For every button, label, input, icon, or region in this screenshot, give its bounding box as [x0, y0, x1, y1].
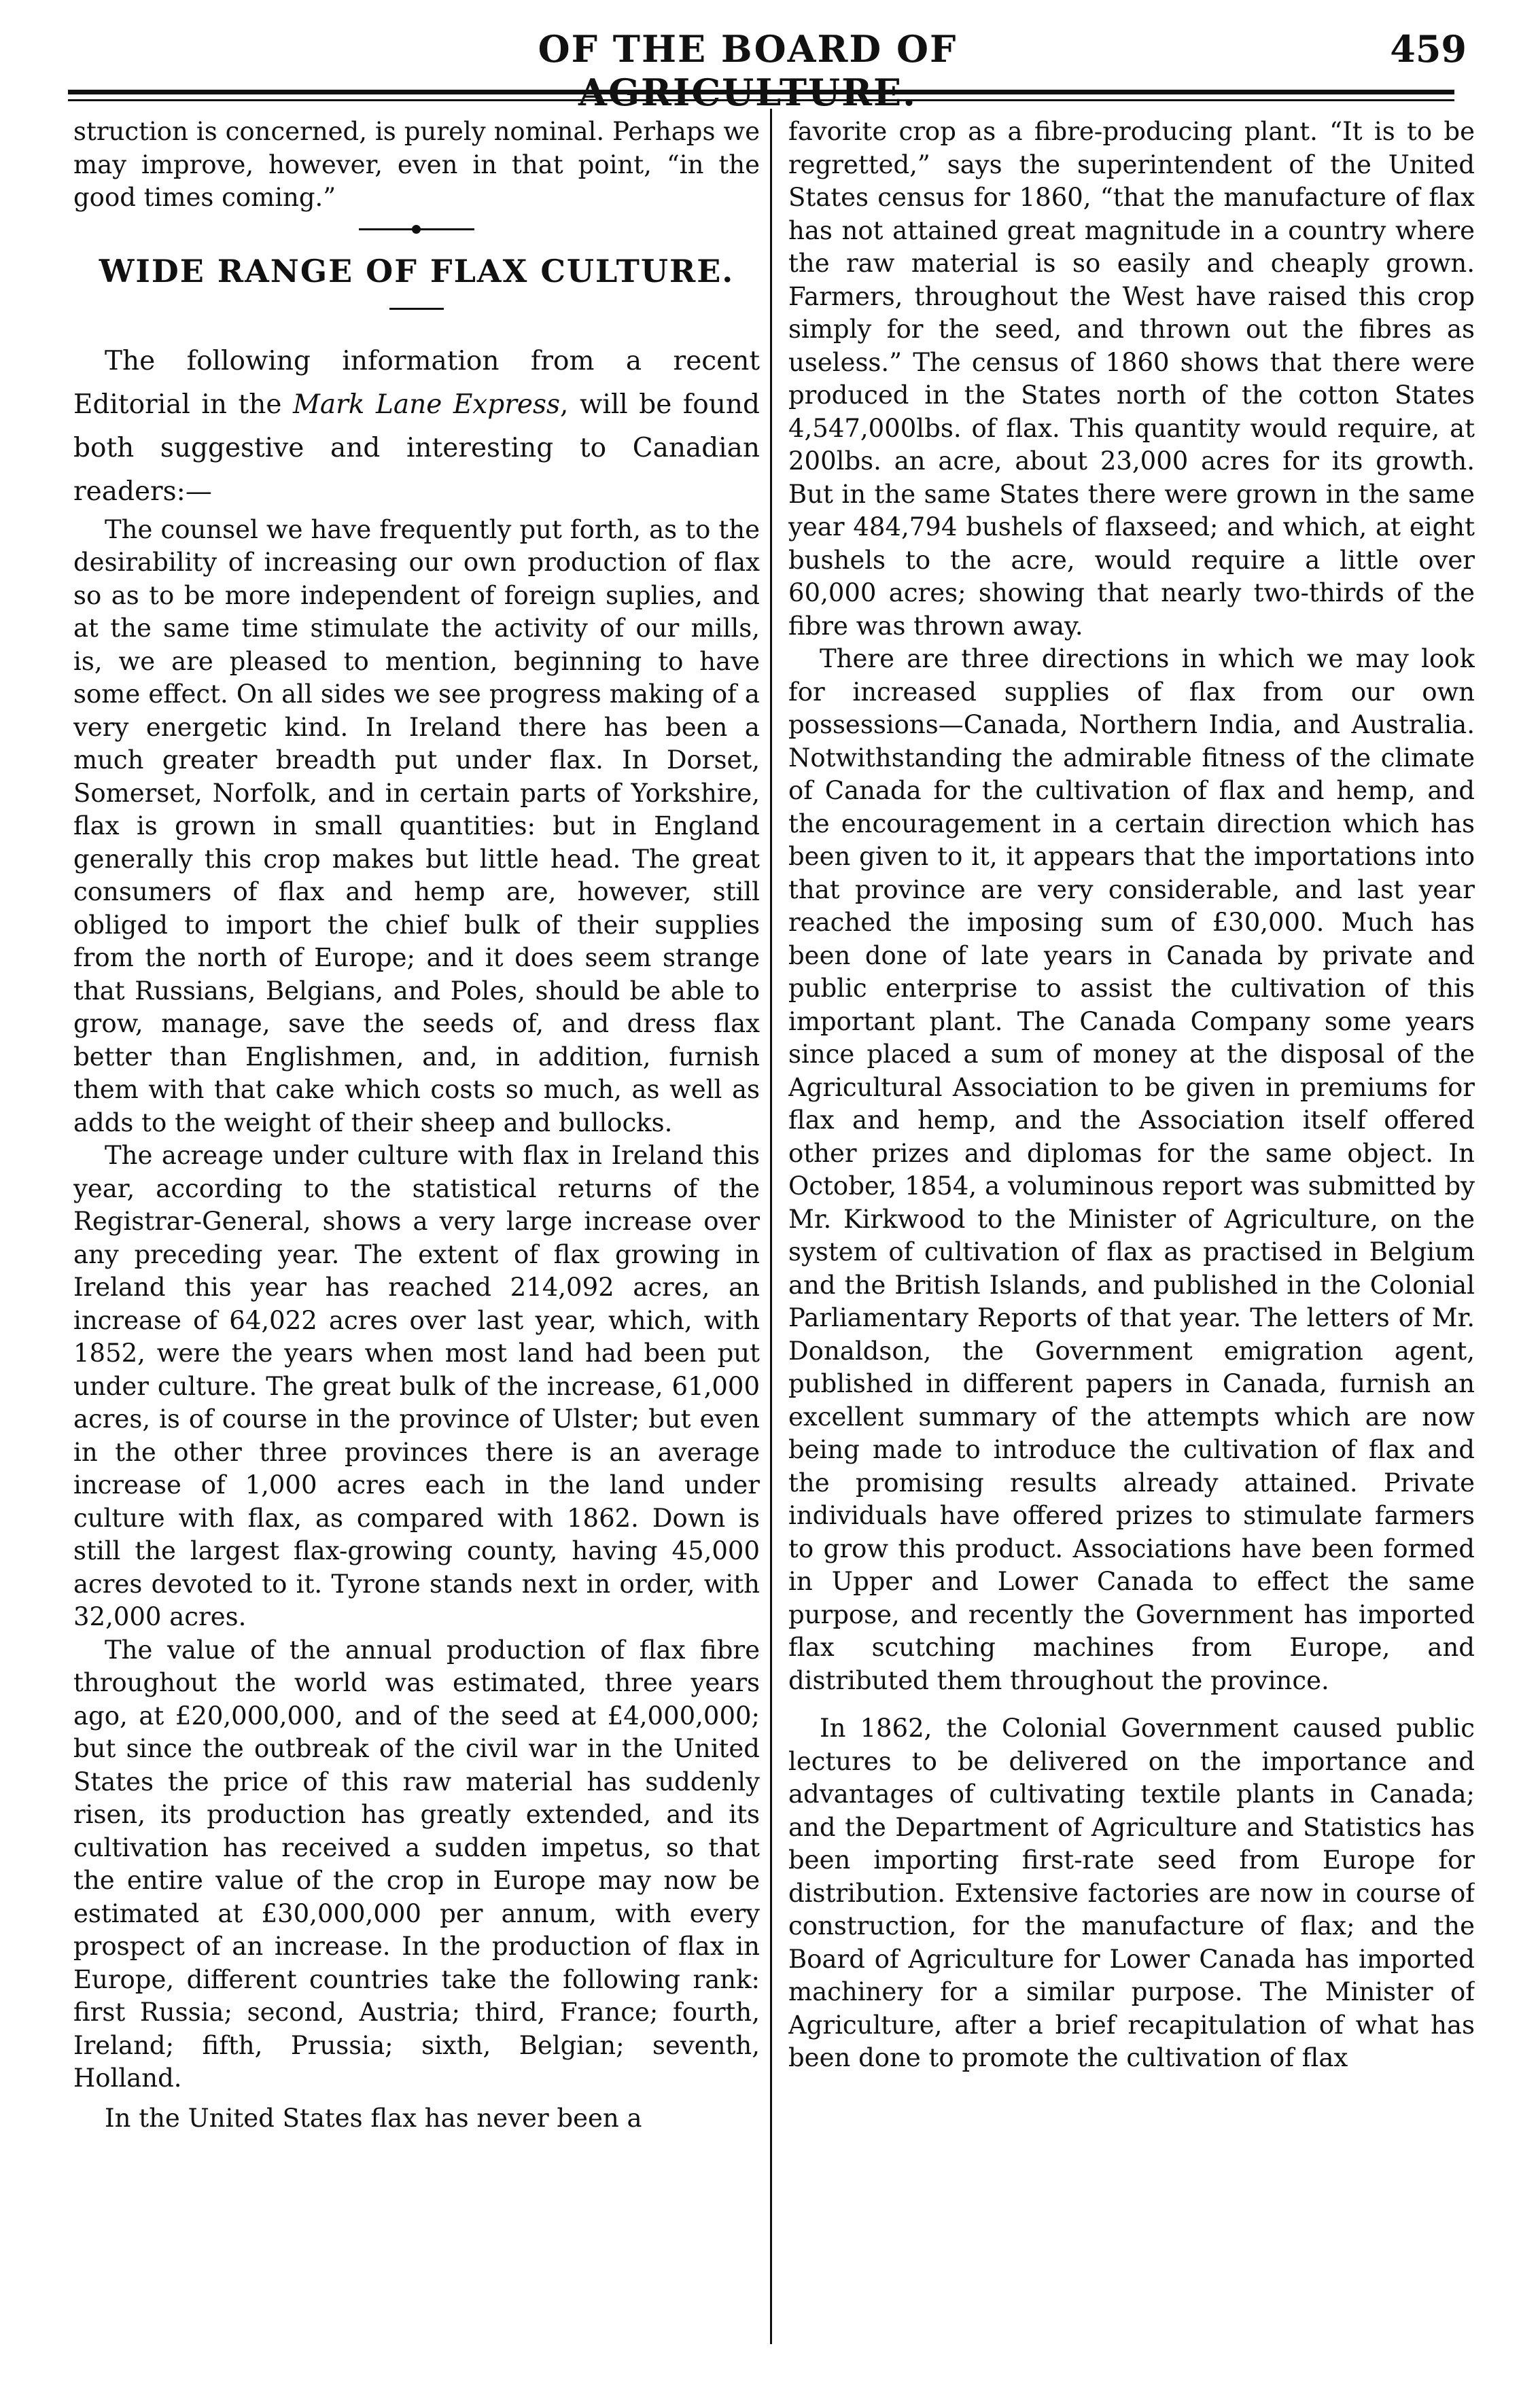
body-paragraph: The value of the annual production of flax fibre throughout the world was estimated, three years ago, at £20,000,000, and of the seed at £4,000,000; but since the outbreak of the civil war in the United States the price of this raw material has suddenly risen, its production has greatly extended, and its cultivation has received a sudden impetus, so that the entire value of the crop in Europe may now be estimated at £30,000,000 per annum, with every prospect of an increase. In the production of flax in Europe, different countries take the following rank: first Russia; second, Austria; third, France; fourth, Ireland; fifth, Prussia; sixth, Belgian; seventh, Holland. — [73, 1635, 760, 2093]
right-column — [788, 116, 1475, 2344]
continuation-paragraph: struction is concerned, is purely nominal. Perhaps we may improve, however, even in that point, “in the good times coming.” — [73, 117, 760, 212]
body-paragraph: In the United States flax has never been a — [105, 2103, 642, 2133]
title-underline — [389, 308, 444, 310]
left-column — [73, 116, 760, 2344]
section-title: WIDE RANGE OF FLAX CULTURE. — [99, 252, 735, 289]
running-head — [0, 27, 1521, 114]
header-rule-thick — [68, 90, 1454, 94]
running-title: OF THE BOARD OF AGRICULTURE. — [538, 27, 958, 114]
body-paragraph: In 1862, the Colonial Government caused public lectures to be delivered on the importance and advantages of cultivating textile plants in Canada; and the Department of Agriculture and Statistics has been importing first-rate seed from Europe for distribution. Extensive factories are now in course of construction, for the manufacture of flax; and the Board of Agriculture for Lower Canada has imported machinery for a similar purpose. The Minister of Agriculture, after a brief recapitulation of what has been done to promote the cultivation of flax — [788, 1714, 1475, 2072]
body-paragraph: The counsel we have frequently put forth, as to the desirability of increasing our own production of flax so as to be more independent of foreign suplies, and at the same time stimulate the activity of our mills, is, we are pleased to mention, beginning to have some effect. On all sides we see progress making of a very energetic kind. In Ireland there has been a much greater breadth put under flax. In Dorset, Somerset, Norfolk, and in certain parts of Yorkshire, flax is grown in small quantities: but in England generally this crop makes but little head. The great consumers of flax and hemp are, however, still obliged to import the chief bulk of their supplies from the north of Europe; and it does seem strange that Russians, Belgians, and Poles, should be able to grow, manage, save the seeds of, and dress flax better than Englishmen, and, in addition, furnish them with that cake which costs so much, as well as adds to the weight of their sheep and bullocks. — [73, 514, 760, 1137]
ornament-dot — [412, 225, 421, 234]
header-rule-thin — [68, 99, 1454, 101]
source-publication: Mark Lane Express — [292, 389, 561, 420]
intro-text-after: , will be found both suggestive and interesting to Canadian readers:— — [73, 389, 760, 507]
body-paragraph: The acreage under culture with flax in Ireland this year, according to the statistical returns of the Registrar-General, shows a very large increase over any preceding year. The extent of flax growing in Ireland this year has reached 214,092 acres, an increase of 64,022 acres over last year, which, with 1852, were the years when most land had been put under culture. The great bulk of the increase, 61,000 acres, is of course in the province of Ulster; but even in the other three provinces there is an average increase of 1,000 acres each in the land under culture with flax, as compared with 1862. Down is still the largest flax-growing county, having 45,000 acres devoted to it. Tyrone stands next in order, with 32,000 acres. — [73, 1141, 760, 1631]
page-number: 459 — [1390, 27, 1467, 71]
column-divider — [770, 109, 772, 2344]
section-ornament — [359, 228, 474, 230]
body-paragraph: favorite crop as a fibre-producing plant. “It is to be regretted,” says the superintendent of the United States census for 1860, “that the manufacture of flax has not attained great magnitude in a country where the raw material is so easily and cheaply grown. Farmers, throughout the West have raised this crop simply for the seed, and thrown out the fibres as useless.” The census of 1860 shows that there were produced in the States north of the cotton States 4,547,000lbs. of flax. This quantity would require, at 200lbs. an acre, about 23,000 acres for its growth. But in the same States there were grown in the same year 484,794 bushels of flaxseed; and which, at eight bushels to the acre, would require a little over 60,000 acres; showing that nearly two-thirds of the fibre was thrown away. — [788, 117, 1475, 641]
intro-text-before: The following information from a recent Editorial in the — [73, 345, 760, 420]
body-paragraph: There are three directions in which we may look for increased supplies of flax from our own possessions—Canada, Northern India, and Australia. Notwithstanding the admirable fitness of the climate of Canada for the cultivation of flax and hemp, and the encouragement in a certain direction which has been given to it, it appears that the importations into that province are very considerable, and last year reached the imposing sum of £30,000. Much has been done of late years in Canada by private and public enterprise to assist the cultivation of this important plant. The Canada Company some years since placed a sum of money at the disposal of the Agricultural Association to be given in premiums for flax and hemp, and the Association itself offered other prizes and diplomas for the same object. In October, 1854, a voluminous report was submitted by Mr. Kirkwood to the Minister of Agriculture, on the system of cultivation of flax as practised in Belgium and the British Islands, and published in the Colonial Parliamentary Reports of that year. The letters of Mr. Donaldson, the Government emigration agent, published in different papers in Canada, furnish an excellent summary of the attempts which are now being made to introduce the cultivation of flax and the promising results already attained. Private individuals have offered prizes to stimulate farmers to grow this product. Associations have been formed in Upper and Lower Canada to effect the same purpose, and recently the Government has imported flax scutching machines from Europe, and distributed them throughout the province. — [788, 644, 1475, 1695]
intro-paragraph — [73, 340, 760, 514]
